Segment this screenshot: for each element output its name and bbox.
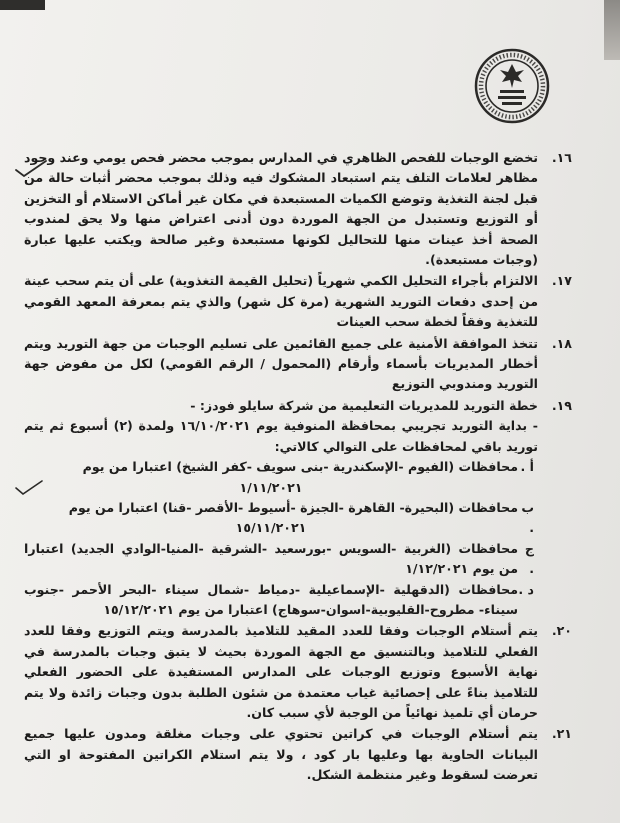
- handwritten-check-icon: [14, 158, 48, 180]
- background-edge: [0, 0, 45, 10]
- sub-item-date: ١٥/١١/٢٠٢١: [235, 520, 307, 536]
- sub-item-mark: ب .: [521, 499, 534, 536]
- sub-item-text: محافظات (الدقهلية -الإسماعيلية -دمياط -شمال سيناء -البحر الأحمر -جنوب سيناء- مطروح-القليوبية-اسوان-سوهاج) اعتبارا من يوم ١٥/١٢/٢٠٢١: [24, 581, 518, 617]
- sub-item-text-block: [24, 498, 518, 539]
- sub-item-mark: أ .: [520, 459, 534, 475]
- sub-item-a: [24, 457, 538, 498]
- page-shadow-strip: [604, 0, 620, 60]
- sub-item-text-block: [24, 457, 518, 498]
- clause-text: تتخذ الموافقة الأمنية على جميع القائمين على تسليم الوجبات من جهة التوريد ويتم أخطار المديريات بأسماء وأرقام (المحمول / الرقم القومي) لكل من مفوض جهة التوريد ومندوبي التوزيع: [24, 335, 538, 392]
- clause-number: ٢١.: [551, 726, 572, 742]
- sub-item-text: محافظات (الغربية -السويس -بورسعيد -الشرقية -المنيا-الوادي الجديد) اعتبارا من يوم ١/١٢/٢٠٢١: [24, 540, 518, 577]
- clause-16: [24, 148, 572, 270]
- supply-plan-heading: خطة التوريد للمديريات التعليمية من شركة سايلو فودز: -: [190, 397, 538, 413]
- sub-item-date: ١/١١/٢٠٢١: [239, 479, 303, 495]
- document-body: [24, 148, 572, 787]
- sub-item-text: محافظات (البحيرة- القاهرة -الجيزة -أسيوط -الأقصر -قنا) اعتبارا من يوم: [68, 499, 518, 515]
- clause-number: ١٦.: [551, 150, 572, 165]
- clause-18: [24, 334, 572, 395]
- clause-text: يتم أستلام الوجبات وفقا للعدد المقيد للتلاميذ بالمدرسة ويتم التوزيع وفقا للعدد الفعلي للتلاميذ وبالتنسيق مع الجهة الموردة بحيث لا يتبق وجبات بالمدرسة في نهاية الأسبوع وتوزيع الوجبات على المدارس المستفيدة على الحضور الفعلي للتلاميذ بناءً على إحصائية غياب معتمدة من شئون الطلبة بدون وجبات زائدة ولا يتم حرمان أي تلميذ نهائياً من الوجبة لأي سبب كان.: [24, 623, 538, 720]
- clause-text: الالتزام بأجراء التحليل الكمي شهرياً (تحليل القيمة التغذوية) على أن يتم سحب عينة من إحدى دفعات التوريد الشهرية (مرة كل شهر) والذي يتم بمعرفة المعهد القومي للتغذية وفقاً لخطة سحب العينات: [24, 273, 538, 330]
- handwritten-check-icon: [14, 478, 44, 498]
- clause-number: ١٧.: [551, 273, 572, 289]
- clause-text: يتم أستلام الوجبات في كراتين تحتوي على وجبات مغلقة ومدون عليها جميع البيانات الحاوية بها وعليها بار كود ، ولا يتم استلام الكراتين المفتوحة او التي تعرضت لسقوط وغير منتظمة الشكل.: [24, 726, 538, 783]
- clause-text: تخضع الوجبات للفحص الظاهري في المدارس بموجب محضر فحص يومي وعند وجود مظاهر لعلامات التلف يتم استبعاد المشكوك فيه وذلك بموجب محضر أثبات حالة من قبل لجنة التغذية وتوضع الكميات المستبعدة في مكان غير أماكن الاستلام أو التخزين أو التوزيع وتستبدل من الجهة الموردة دون أدنى اعتراض منها ولا يحق لمندوب الصحة أخذ عينات منها للتحاليل لكونها مستبعدة وغير صالحة ويكتب عليها عبارة (وجبات مستبعدة).: [24, 150, 538, 268]
- clause-17: [24, 271, 572, 332]
- clause-number: ١٨.: [551, 335, 572, 351]
- sub-item-mark: د .: [518, 581, 534, 597]
- clause-20: [24, 621, 572, 723]
- clause-21: [24, 724, 572, 785]
- clause-body: [24, 396, 538, 620]
- clause-number: ٢٠.: [551, 623, 572, 639]
- sub-item-text: محافظات (الفيوم -الإسكندرية -بنى سويف -كفر الشيخ) اعتبارا من يوم: [82, 459, 518, 475]
- sub-item-b: [24, 498, 538, 539]
- supply-plan-intro: - بداية التوريد تجريبي بمحافظة المنوفية يوم ١٦/١٠/٢٠٢١ ولمدة (٢) أسبوع ثم يتم توريد باقي لمحافظات على التوالي كالاتي:: [24, 418, 538, 454]
- clause-19: [24, 396, 572, 620]
- sub-item-mark: ج .: [524, 540, 534, 577]
- clause-number: ١٩.: [551, 397, 572, 413]
- sub-item-c: [24, 539, 538, 580]
- ministry-seal-icon: [474, 48, 550, 124]
- sub-item-d: [24, 580, 538, 621]
